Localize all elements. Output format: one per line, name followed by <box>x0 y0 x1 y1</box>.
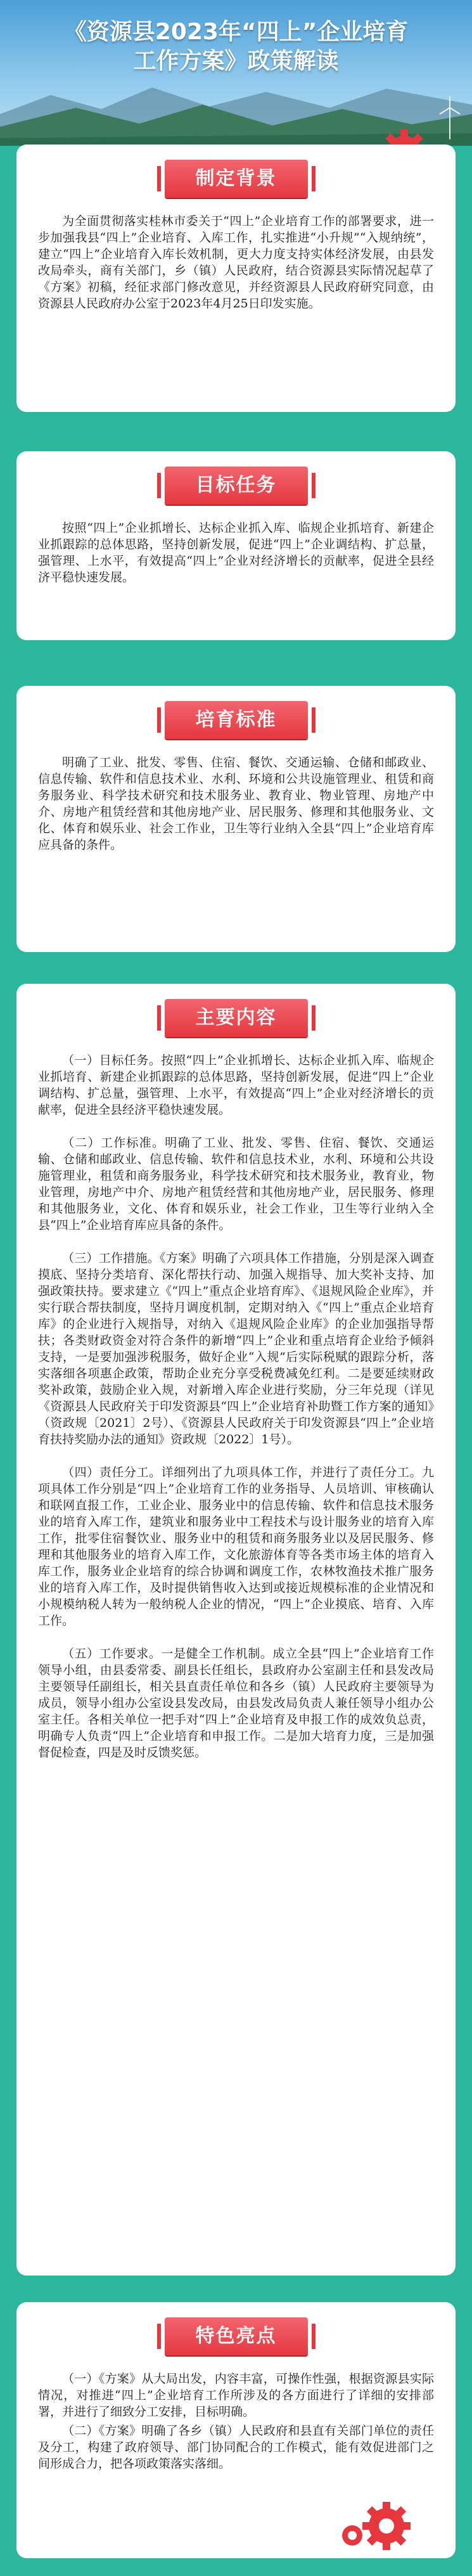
section-goals <box>16 451 456 640</box>
paragraph: 按照“四上”企业抓增长、达标企业抓入库、临规企业抓培育、新建企业抓跟踪的总体思路，坚持创新发展，促进“四上”企业调结构、扩总量，强管理、上水平，有效提高“四上”企业对经济增长的贡献率，促进全县经济平稳快速发展。 <box>38 521 434 584</box>
page-title <box>0 18 472 76</box>
paragraph: （一）《方案》从大局出发，内容丰富，可操作性强，根据资源县实际情况，对推进“四上”企业培育工作所涉及的各方面进行了详细的安排部署，并进行了细致分工安排，目标明确。 <box>38 2372 434 2419</box>
section-standards <box>16 686 456 952</box>
section-heading <box>165 467 308 505</box>
section-heading-label: 特色亮点 <box>195 2325 277 2347</box>
title-line-2: 工作方案》政策解读 <box>133 48 339 74</box>
section-heading-label: 培育标准 <box>195 709 277 731</box>
paragraph: （二）《方案》明确了各乡（镇）人民政府和县直有关部门单位的责任及分工，构建了政府领导、部门协同配合的工作模式，能有效促进部门之间形成合力，把各项政策落实落细。 <box>38 2424 434 2471</box>
section-heading <box>165 160 308 198</box>
paragraph: （一）目标任务。按照“四上”企业抓增长、达标企业抓入库、临规企业抓培育、新建企业抓跟踪的总体思路，坚持创新发展，促进“四上”企业调结构、扩总量，强管理、上水平，有效提高“四上”企业对经济增长的贡献率，促进全县经济平稳快速发展。 <box>38 1053 434 1117</box>
section-main-content <box>16 984 456 2276</box>
paragraph: （五）工作要求。一是健全工作机制。成立全县“四上”企业培育工作领导小组，由县委常委、副县长任组长，县政府办公室副主任和县发改局主要领导任副组长，相关县直责任单位和各乡（镇）人民政府主要领导为成员，领导小组办公室设县发改局，由县发改局负责人兼任领导小组办公室主任。各相关单位一把手对“四上”企业培育及申报工作的成效负总责，明确专人负责“四上”企业培育和申报工作。二是加大培育力度，三是加强督促检查，四是及时反馈奖惩。 <box>38 1647 434 1760</box>
section-background <box>16 145 456 412</box>
paragraph: 为全面贯彻落实桂林市委关于“四上”企业培育工作的部署要求，进一步加强我县“四上”企业培育、入库工作，扎实推进“小升规”“入规纳统”，建立“四上”企业培育入库长效机制，更大力度支持实体经济发展，由县发改局牵头，商有关部门，乡（镇）人民政府，结合资源县实际情况起草了《方案》初稿，经征求部门修改意见，并经资源县人民政府研究同意，由资源县人民政府办公室于2023年4月25日印发实施。 <box>38 214 434 311</box>
section-heading-label: 主要内容 <box>195 1007 277 1029</box>
section-heading <box>165 2317 308 2355</box>
gear-icon <box>329 2491 418 2561</box>
paragraph: （二）工作标准。明确了工业、批发、零售、住宿、餐饮、交通运输、仓储和邮政业、信息传输、软件和信息技术业，水利、环境和公共设施管理业，租赁和商务服务业，科学技术研究和技术服务业，教育业，物业管理，房地产中介、房地产租赁经营和其他房地产业，居民服务、修理和其他服务业，文化、体育和娱乐业，社会工作业，卫生等行业纳入全县“四上”企业培育库应具备的条件。 <box>38 1136 434 1232</box>
wind-turbine-icon <box>437 95 462 139</box>
paragraph: 明确了工业、批发、零售、住宿、餐饮、交通运输、仓储和邮政业、信息传输、软件和信息技术业、水利、环境和公共设施管理业、租赁和商务服务业、科学技术研究和技术服务业、教育业、物业管理、房地产中介、房地产租赁经营和其他房地产业、居民服务、修理和其他服务业、文化、体育和娱乐业、社会工作业，卫生等行业纳入全县“四上”企业培育库应具备的条件。 <box>38 756 434 852</box>
section-heading <box>165 999 308 1037</box>
section-heading <box>165 701 308 739</box>
paragraph: （三）工作措施。《方案》明确了六项具体工作措施，分别是深入调查摸底、坚持分类培育、深化帮扶行动、加强入规指导、加大奖补支持、加强政策扶持。要求建立《“四上”重点企业培育库》、《退规风险企业库》，并实行联合帮扶制度，坚持月调度机制，定期对纳入《“四上”重点企业培育库》的企业进行入规指导，对纳入《退规风险企业库》的企业加强指导帮扶；各类财政资金对符合条件的新增“四上”企业和重点培育企业给予倾斜支持，一是要加强涉税服务，做好企业“入规”后实际税赋的跟踪分析，落实落细各项惠企政策，帮助企业充分享受税费减免红利。二是要延续财政奖补政策，鼓励企业入规，对新增入库企业进行奖励，分三年兑现（详见《资源县人民政府关于印发资源县“四上”企业培育补助暨工作方案的通知》（资政规〔2021〕2号）、《资源县人民政府关于印发资源县“四上”企业培育扶持奖励办法的通知》资政规〔2022〕1号）。 <box>38 1251 434 1446</box>
section-heading-label: 制定背景 <box>195 167 277 190</box>
section-heading-label: 目标任务 <box>195 474 277 496</box>
title-line-1: 《资源县2023年“四上”企业培育 <box>63 19 409 45</box>
paragraph: （四）责任分工。详细列出了九项具体工作，并进行了责任分工。九项具体工作分别是“四上”企业培育工作的业务指导、人员培训、审核确认和联网直报工作，工业企业、服务业中的信息传输、软件和信息技术服务业的培育入库工作，建筑业和服务业中工程技术与设计服务业的培育入库工作，批零住宿餐饮业、服务业中的租赁和商务服务业以及居民服务、修理和其他服务业的培育入库工作，文化旅游体育等各类市场主体的培育入库工作，服务业企业培育的综合协调和调度工作，农林牧渔技术推广服务业的培育入库工作，及时提供销售收入达到或接近规模标准的企业情况和小规模纳税人转为一般纳税人企业的情况，“四上”企业摸底、培育、入库工作。 <box>38 1465 434 1628</box>
